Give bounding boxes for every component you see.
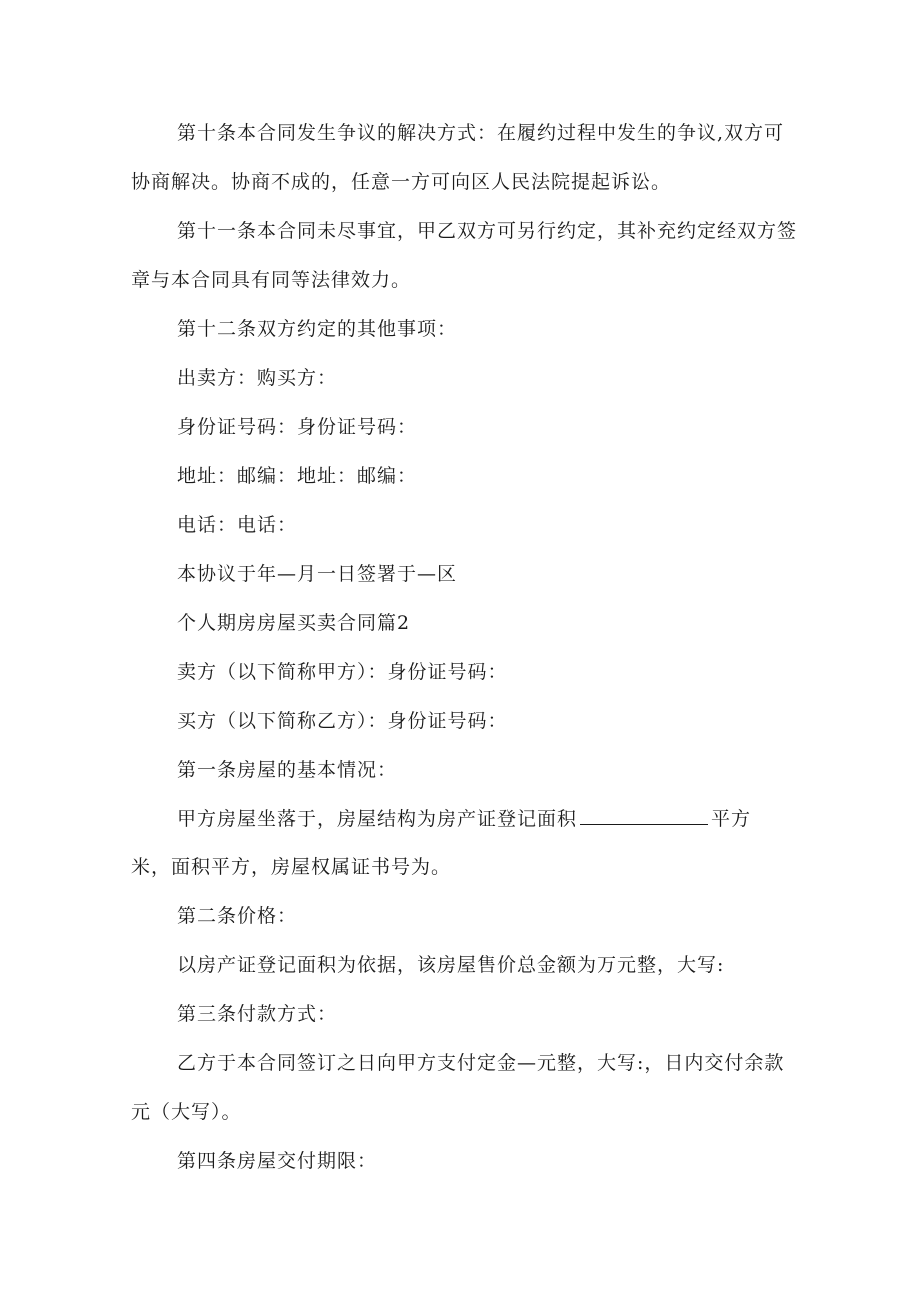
- payment-line-2: 元（大写）。: [131, 1101, 242, 1123]
- address-postcode-line: 地址：邮编：地址：邮编：: [177, 465, 418, 487]
- clause-10-line-1: 第十条本合同发生争议的解决方式：在履约过程中发生的争议,双方可: [177, 122, 785, 144]
- property-info-line-2: 米，面积平方，房屋权属证书号为。: [131, 856, 452, 878]
- id-number-line: 身份证号码：身份证号码：: [177, 416, 418, 438]
- price-line: 以房产证登记面积为依据，该房屋售价总金额为万元整，大写:: [177, 954, 725, 976]
- article-2-heading: 第二条价格：: [177, 905, 298, 927]
- property-info-line-1: [177, 806, 751, 831]
- buyer-line: 买方（以下简称乙方）：身份证号码：: [177, 710, 508, 732]
- clause-10-line-2: 协商解决。协商不成的，任意一方可向区人民法院提起诉讼。: [131, 171, 672, 193]
- contract-title-2: 个人期房房屋买卖合同篇2: [177, 612, 411, 634]
- seller-buyer-line: 出卖方：购买方：: [177, 367, 338, 389]
- clause-12-heading: 第十二条双方约定的其他事项：: [177, 318, 458, 340]
- phone-line: 电话：电话：: [177, 514, 298, 536]
- property-info-text: 甲方房屋坐落于，房屋结构为房产证登记面积: [177, 808, 578, 830]
- signing-date-line: 本协议于年—月一日签署于—区: [177, 563, 458, 585]
- payment-line-1: 乙方于本合同签订之日向甲方支付定金—元整，大写:，日内交付余款: [177, 1052, 785, 1074]
- article-4-heading: 第四条房屋交付期限：: [177, 1150, 378, 1172]
- article-3-heading: 第三条付款方式：: [177, 1003, 338, 1025]
- clause-11-line-2: 章与本合同具有同等法律效力。: [131, 269, 412, 291]
- seller-line: 卖方（以下简称甲方）：身份证号码：: [177, 661, 508, 683]
- square-unit-text: 平方: [711, 808, 752, 830]
- article-1-heading: 第一条房屋的基本情况：: [177, 759, 398, 781]
- area-blank-field: [580, 806, 708, 825]
- clause-11-line-1: 第十一条本合同未尽事宜，甲乙双方可另行约定，其补充约定经双方签: [177, 220, 798, 242]
